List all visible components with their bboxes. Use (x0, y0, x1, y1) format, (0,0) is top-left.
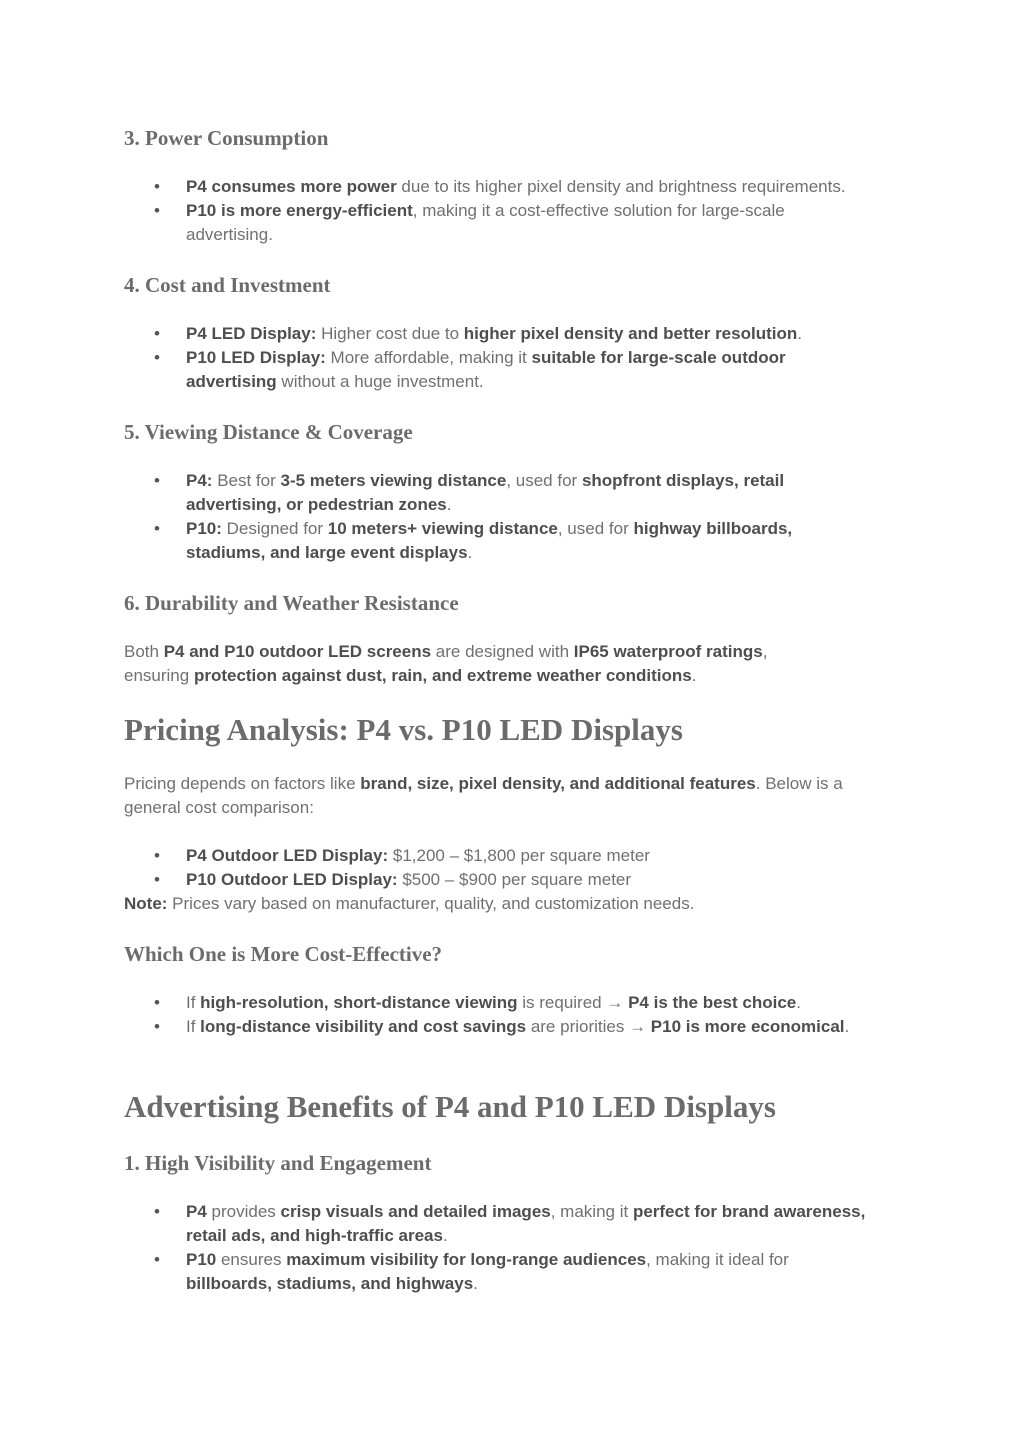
power-list (124, 175, 924, 247)
list-item: • If long-distance visibility and cost savings are priorities → P10 is more economical. (124, 1015, 924, 1039)
list-item: • P10 LED Display: More affordable, making it suitable for large-scale outdoor advertising without a huge investment. (124, 346, 836, 394)
list-item: • P4 consumes more power due to its higher pixel density and brightness requirements. (124, 175, 924, 199)
list-item: • P10: Designed for 10 meters+ viewing distance, used for highway billboards, stadiums, and large event displays. (124, 517, 846, 565)
viewing-list (124, 469, 924, 565)
cost-list (124, 322, 924, 394)
effective-list (124, 991, 924, 1039)
pricing-note: Note: Prices vary based on manufacturer, quality, and customization needs. (124, 894, 695, 913)
viewing-heading: 5. Viewing Distance & Coverage (124, 420, 413, 444)
durability-heading: 6. Durability and Weather Resistance (124, 591, 459, 615)
list-item: • P10 Outdoor LED Display: $500 – $900 per square meter (124, 868, 924, 892)
pricing-section (124, 712, 924, 916)
list-item: • P4 provides crisp visuals and detailed images, making it perfect for brand awareness, retail ads, and high-traffic areas. (124, 1200, 906, 1248)
pricing-list (124, 844, 924, 892)
advertising-subheading: 1. High Visibility and Engagement (124, 1151, 432, 1175)
pricing-intro: Pricing depends on factors like brand, size, pixel density, and additional features. Below is a general cost comparison: (124, 774, 843, 817)
effective-section (124, 941, 924, 1039)
list-item: • P4 LED Display: Higher cost due to higher pixel density and better resolution. (124, 322, 924, 346)
effective-heading: Which One is More Cost-Effective? (124, 942, 443, 966)
cost-section (124, 272, 924, 394)
advertising-section (124, 1089, 924, 1296)
list-item: • P4: Best for 3-5 meters viewing distance, used for shopfront displays, retail advertising, or pedestrian zones. (124, 469, 836, 517)
advertising-list (124, 1200, 924, 1296)
list-item: • If high-resolution, short-distance viewing is required → P4 is the best choice. (124, 991, 924, 1015)
viewing-section (124, 419, 924, 565)
list-item: • P10 ensures maximum visibility for long-range audiences, making it ideal for billboards, stadiums, and highways. (124, 1248, 846, 1296)
list-item: • P10 is more energy-efficient, making it a cost-effective solution for large-scale advertising. (124, 199, 836, 247)
power-heading: 3. Power Consumption (124, 126, 329, 150)
durability-section (124, 590, 924, 688)
power-section (124, 125, 924, 247)
list-item: • P4 Outdoor LED Display: $1,200 – $1,800 per square meter (124, 844, 924, 868)
cost-heading: 4. Cost and Investment (124, 273, 331, 297)
advertising-heading: Advertising Benefits of P4 and P10 LED Displays (124, 1089, 776, 1124)
durability-paragraph: Both P4 and P10 outdoor LED screens are designed with IP65 waterproof ratings, ensuring protection against dust, rain, and extreme weather conditions. (124, 642, 768, 685)
pricing-heading: Pricing Analysis: P4 vs. P10 LED Displays (124, 712, 683, 747)
